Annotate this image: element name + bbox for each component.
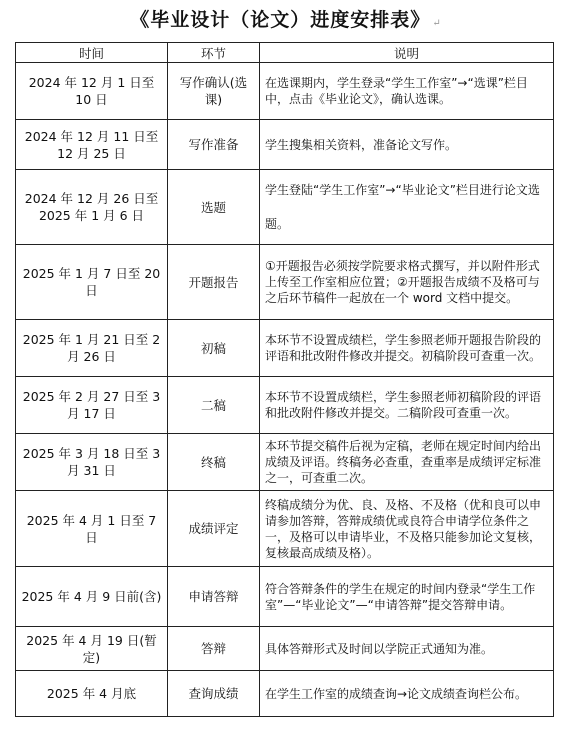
description-cell: 学生搜集相关资料，准备论文写作。	[260, 120, 554, 170]
step-cell: 开题报告	[168, 245, 260, 320]
step-cell: 查询成绩	[168, 671, 260, 717]
description-cell: 学生登陆“学生工作室”→“毕业论文”栏目进行论文选题。	[260, 170, 554, 245]
step-cell: 写作确认(选课)	[168, 63, 260, 120]
table-row	[16, 245, 554, 320]
table-row	[16, 120, 554, 170]
time-cell: 2025 年 4 月底	[16, 671, 168, 717]
time-cell: 2025 年 4 月 9 日前(含)	[16, 567, 168, 627]
time-cell: 2025 年 2 月 27 日至 3 月 17 日	[16, 377, 168, 434]
description-cell: 在选课期内，学生登录“学生工作室”→“选课”栏目中，点击《毕业论文》，确认选课。	[260, 63, 554, 120]
paragraph-mark-icon: ↵	[432, 18, 442, 29]
table-row	[16, 671, 554, 717]
header-description: 说明	[260, 43, 554, 63]
time-cell: 2025 年 4 月 1 日至 7 日	[16, 491, 168, 567]
description-cell: 终稿成绩分为优、良、及格、不及格（优和良可以申请参加答辩，答辩成绩优或良符合申请学位条件之一，及格可以申请毕业，不及格只能参加论文复核，复核最高成绩及格）。	[260, 491, 554, 567]
description-cell: 本环节提交稿件后视为定稿，老师在规定时间内给出成绩及评语。终稿务必查重，查重率是成绩评定标准之一，可查重二次。	[260, 434, 554, 491]
header-step: 环节	[168, 43, 260, 63]
table-row	[16, 170, 554, 245]
document-title-text: 《毕业设计（论文）进度安排表》	[130, 9, 431, 31]
description-cell: 本环节不设置成绩栏，学生参照老师开题报告阶段的评语和批改附件修改并提交。初稿阶段可查重一次。	[260, 320, 554, 377]
table-row	[16, 491, 554, 567]
description-cell: ①开题报告必须按学院要求格式撰写，并以附件形式上传至工作室相应位置；②开题报告成绩不及格可与之后环节稿件一起放在一个 word 文档中提交。	[260, 245, 554, 320]
table-row	[16, 63, 554, 120]
step-cell: 终稿	[168, 434, 260, 491]
step-cell: 写作准备	[168, 120, 260, 170]
step-cell: 答辩	[168, 627, 260, 671]
time-cell: 2024 年 12 月 11 日至 12 月 25 日	[16, 120, 168, 170]
table-row	[16, 320, 554, 377]
header-time: 时间	[16, 43, 168, 63]
time-cell: 2024 年 12 月 26 日至 2025 年 1 月 6 日	[16, 170, 168, 245]
time-cell: 2025 年 1 月 7 日至 20 日	[16, 245, 168, 320]
table-row	[16, 434, 554, 491]
time-cell: 2025 年 1 月 21 日至 2 月 26 日	[16, 320, 168, 377]
time-cell: 2024 年 12 月 1 日至 10 日	[16, 63, 168, 120]
step-cell: 成绩评定	[168, 491, 260, 567]
step-cell: 二稿	[168, 377, 260, 434]
step-cell: 初稿	[168, 320, 260, 377]
description-cell: 本环节不设置成绩栏，学生参照老师初稿阶段的评语和批改附件修改并提交。二稿阶段可查重一次。	[260, 377, 554, 434]
header-row	[16, 43, 554, 63]
description-cell: 具体答辩形式及时间以学院正式通知为准。	[260, 627, 554, 671]
step-cell: 选题	[168, 170, 260, 245]
time-cell: 2025 年 4 月 19 日(暂定)	[16, 627, 168, 671]
description-cell: 在学生工作室的成绩查询→论文成绩查询栏公布。	[260, 671, 554, 717]
description-cell: 符合答辩条件的学生在规定的时间内登录“学生工作室”—“毕业论文”—“申请答辩”提交答辩申请。	[260, 567, 554, 627]
table-row	[16, 627, 554, 671]
table-row	[16, 377, 554, 434]
step-cell: 申请答辩	[168, 567, 260, 627]
table-row	[16, 567, 554, 627]
time-cell: 2025 年 3 月 18 日至 3 月 31 日	[16, 434, 168, 491]
document-title	[0, 7, 572, 37]
schedule-table	[15, 42, 554, 717]
